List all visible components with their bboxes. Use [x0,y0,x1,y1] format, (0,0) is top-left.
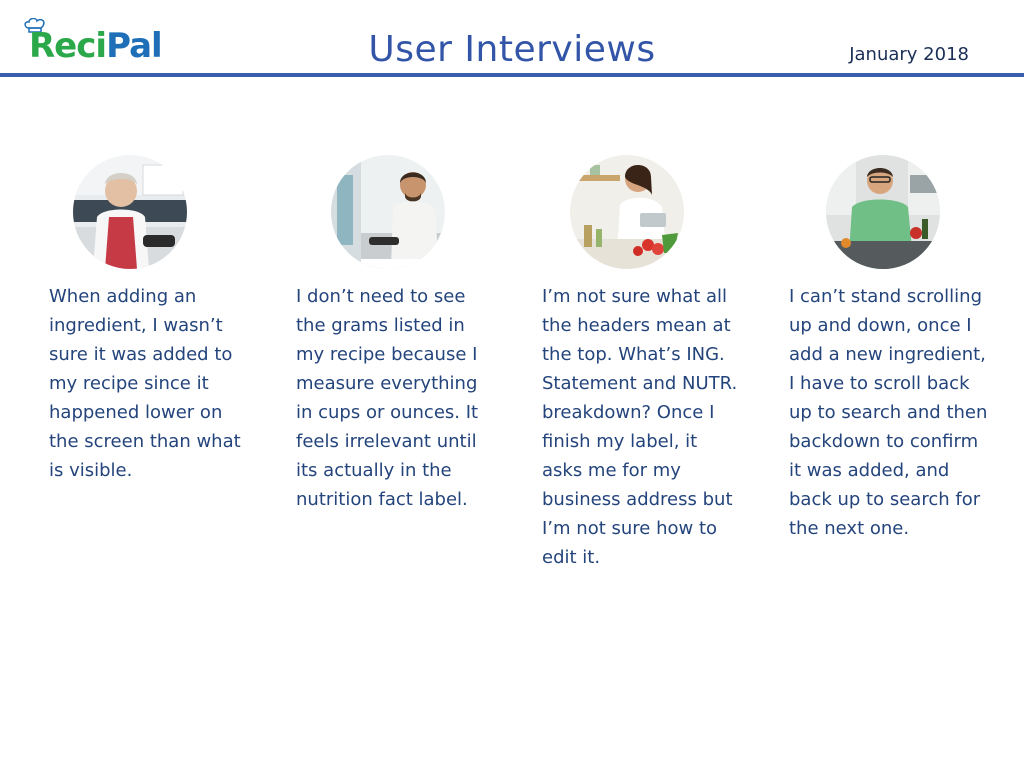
man-green-shirt-photo [826,155,940,269]
interview-quote-1: When adding an ingredient, I wasn’t sure it was added to my recipe since it happened lower on the screen than what is visible. [49,286,241,481]
logo-text-reci: Reci [29,26,107,66]
woman-cooking-photo [73,155,187,269]
woman-kitchen-photo [570,155,684,269]
interview-quote-2: I don’t need to see the grams listed in my recipe because I measure everything in cups or ounces. It feels irrelevant until its actually in the nutrition fact label. [296,286,479,510]
logo-text-pal: Pal [106,26,162,66]
date-label: January 2018 [849,44,969,65]
interview-quote-3: I’m not sure what all the headers mean at the top. What’s ING. Statement and NUTR. breakdown? Once I finish my label, it asks me for my business address but I’m not sure how to edit it. [542,286,738,568]
header-divider [0,73,1024,77]
interview-quote-4: I can’t stand scrolling up and down, once I add a new ingredient, I have to scroll back up to search and then backdown to confirm it was added, and back up to search for the next one. [789,286,988,539]
man-cooking-photo [331,155,445,269]
page-title: User Interviews [368,29,656,70]
